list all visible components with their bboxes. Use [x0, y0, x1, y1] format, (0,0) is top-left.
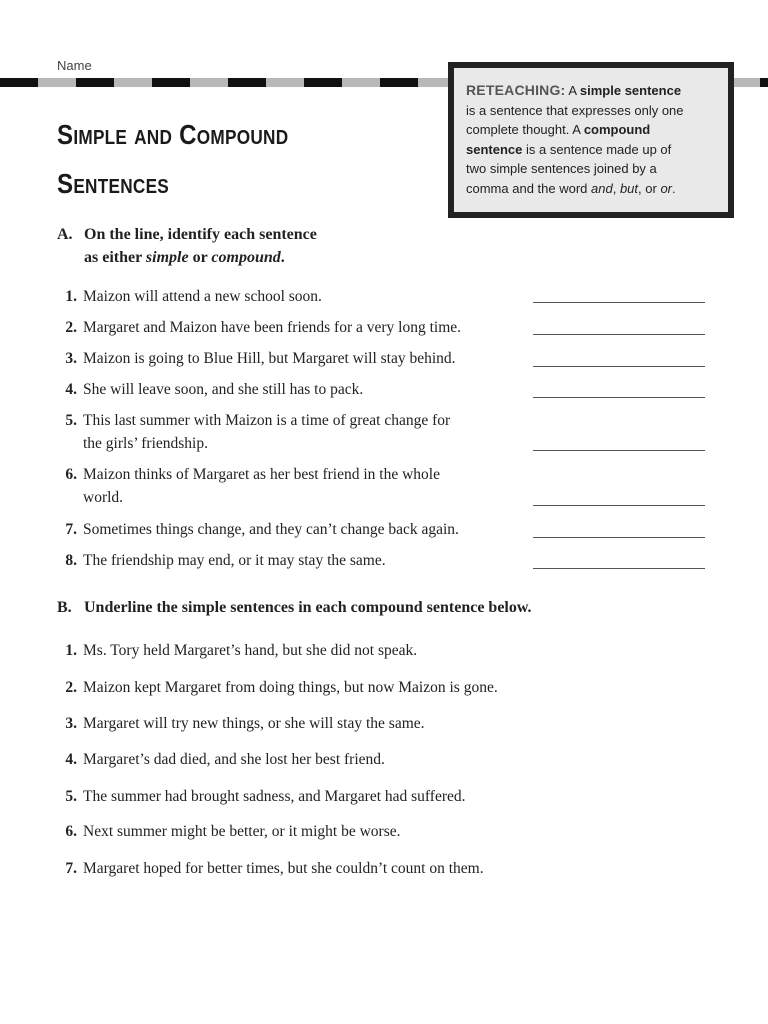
reteaching-line-3: [466, 120, 728, 140]
item-text-line: Maizon will attend a new school soon.: [83, 288, 322, 305]
section-a-heading-line-2: [57, 246, 317, 269]
heading-text: .: [280, 249, 285, 266]
item-number: 1.: [65, 642, 77, 659]
page-title: [57, 110, 288, 208]
punct: ,: [612, 180, 620, 196]
item-number: 8.: [65, 552, 77, 569]
word-or: or: [660, 180, 672, 196]
reteaching-text: A: [568, 83, 580, 98]
section-b-heading-text: Underline the simple sentences in each compound sentence below.: [84, 599, 532, 616]
answer-line-1[interactable]: [533, 302, 705, 303]
item-text-line: Margaret and Maizon have been friends for a very long time.: [83, 319, 462, 336]
reteaching-line-4: [466, 140, 728, 160]
item-text: [83, 549, 386, 572]
page-title-line-1: Simple and Compound: [57, 119, 289, 150]
item-text: [83, 463, 440, 509]
section-b-letter: B.: [57, 599, 72, 616]
term-compound: compound: [583, 122, 651, 137]
item-text-line: Maizon thinks of Margaret as her best friend in the whole: [83, 466, 440, 483]
item-text-line: world.: [83, 489, 124, 506]
item-number: 7.: [65, 521, 77, 538]
item-text[interactable]: Margaret hoped for better times, but she couldn’t count on them.: [83, 860, 484, 877]
answer-line-4[interactable]: [533, 397, 705, 398]
item-text[interactable]: Margaret’s dad died, and she lost her best friend.: [83, 751, 385, 768]
item-number: 7.: [65, 860, 77, 877]
item-text-line: This last summer with Maizon is a time of great change for: [83, 412, 451, 429]
item-text-line: The friendship may end, or it may stay the same.: [83, 552, 386, 569]
item-text: [83, 347, 456, 370]
item-text: [83, 518, 459, 541]
word-compound: compound: [211, 249, 281, 266]
item-text[interactable]: The summer had brought sadness, and Margaret had suffered.: [83, 788, 466, 805]
section-b-heading: [57, 596, 532, 619]
item-text-line: She will leave soon, and she still has to pack.: [83, 381, 364, 398]
heading-text: as either: [84, 249, 146, 266]
answer-line-3[interactable]: [533, 366, 705, 367]
word-simple: simple: [145, 249, 189, 266]
item-text: [83, 316, 461, 339]
item-text[interactable]: Maizon kept Margaret from doing things, but now Maizon is gone.: [83, 679, 498, 696]
item-number: 3.: [65, 350, 77, 367]
term-sentence: sentence: [466, 141, 523, 157]
item-text[interactable]: Next summer might be better, or it might be worse.: [83, 823, 401, 840]
answer-line-5[interactable]: [533, 450, 705, 451]
reteaching-text: comma and the word: [466, 180, 592, 196]
reteaching-line-1: [466, 81, 728, 101]
item-number: 3.: [65, 715, 77, 732]
item-number: 2.: [65, 679, 77, 696]
reteaching-text: complete thought. A: [466, 122, 584, 137]
item-text-line: the girls’ friendship.: [83, 435, 208, 452]
section-a-letter: A.: [57, 226, 73, 243]
answer-line-6[interactable]: [533, 505, 705, 506]
item-number: 5.: [65, 788, 77, 805]
item-number: 6.: [65, 823, 77, 840]
heading-text: or: [188, 249, 212, 266]
item-number: 1.: [65, 288, 77, 305]
answer-line-2[interactable]: [533, 334, 705, 335]
reteaching-content: [454, 68, 728, 212]
reteaching-line-6: [466, 179, 728, 199]
reteaching-box: [448, 62, 734, 218]
item-text-line: Sometimes things change, and they can’t change back again.: [83, 521, 459, 538]
punct: .: [672, 180, 676, 196]
name-label: Name: [57, 58, 92, 73]
reteaching-text: is a sentence made up of: [522, 141, 672, 157]
section-a-heading: [57, 223, 317, 269]
answer-line-8[interactable]: [533, 568, 705, 569]
reteaching-line-5: two simple sentences joined by a: [466, 161, 657, 176]
item-number: 2.: [65, 319, 77, 336]
reteaching-label: RETEACHING:: [466, 82, 566, 98]
item-text[interactable]: Ms. Tory held Margaret’s hand, but she did not speak.: [83, 642, 418, 659]
item-text: [83, 409, 450, 455]
item-number: 4.: [65, 381, 77, 398]
section-a-heading-line-1: On the line, identify each sentence: [84, 226, 317, 243]
item-text: [83, 378, 363, 401]
item-text: [83, 285, 322, 308]
reteaching-line-2: is a sentence that expresses only one: [466, 102, 684, 118]
page-title-line-2: Sentences: [57, 168, 170, 199]
item-text-line: Maizon is going to Blue Hill, but Margaret will stay behind.: [83, 350, 456, 367]
item-number: 6.: [65, 466, 77, 483]
item-number: 5.: [65, 412, 77, 429]
term-simple-sentence: simple sentence: [579, 83, 682, 98]
word-and: and: [591, 180, 613, 196]
answer-line-7[interactable]: [533, 537, 705, 538]
word-but: but: [619, 180, 639, 196]
item-text[interactable]: Margaret will try new things, or she will stay the same.: [83, 715, 425, 732]
item-number: 4.: [65, 751, 77, 768]
punct: , or: [638, 180, 661, 196]
